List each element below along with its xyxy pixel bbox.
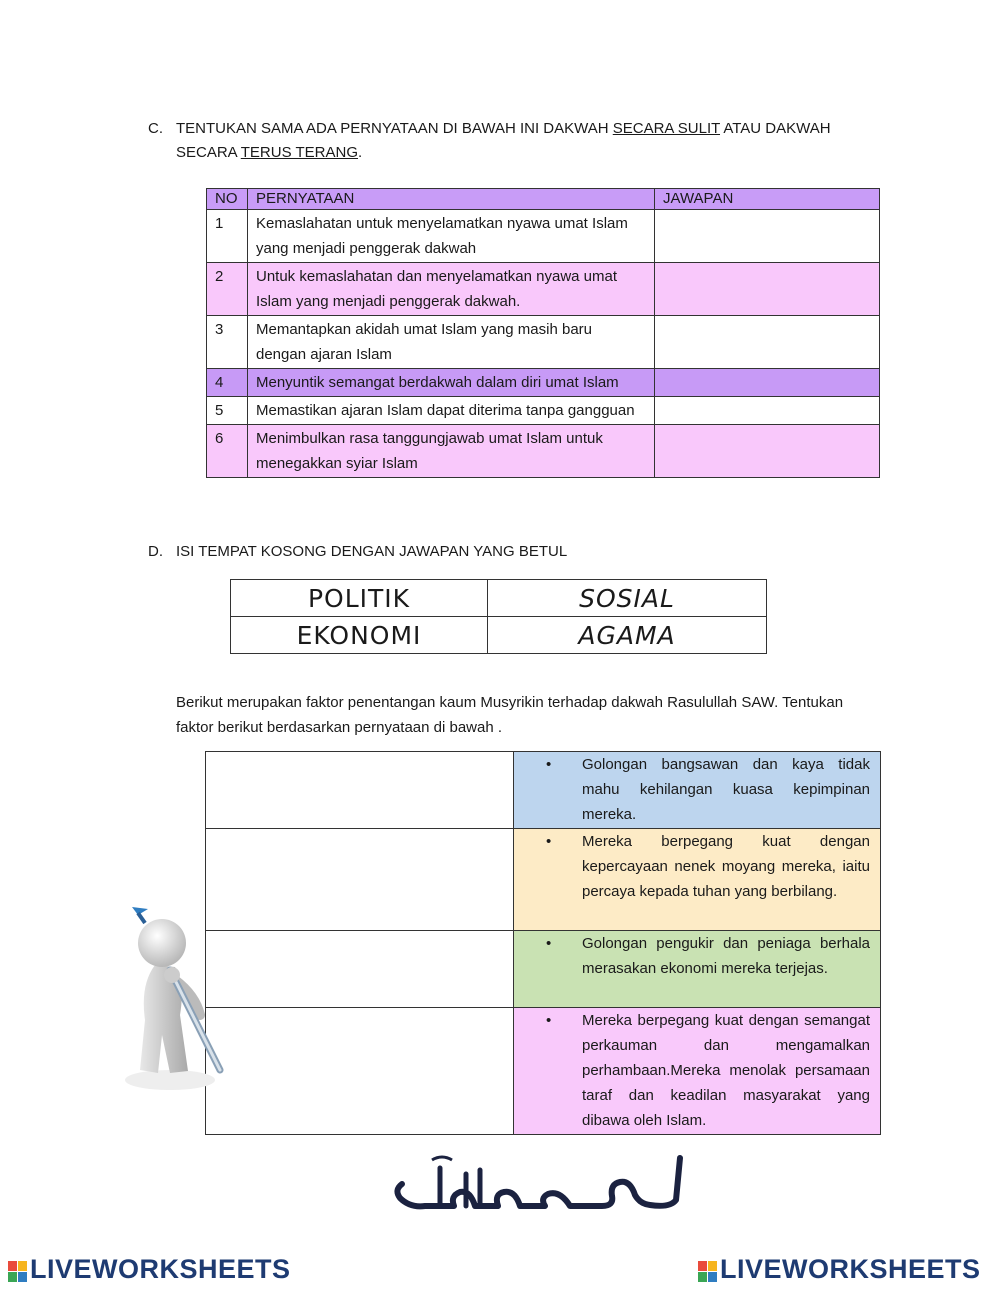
factor-description (514, 1008, 881, 1135)
word-agama: AGAMA (488, 617, 767, 654)
word-bank (230, 579, 767, 654)
answer-cell[interactable] (655, 263, 880, 316)
section-c-text-3: . (358, 144, 363, 161)
section-c-letter: C. (148, 120, 163, 137)
header-answer: JAWAPAN (655, 189, 880, 210)
section-d-heading (148, 543, 568, 560)
section-d-instruction: ISI TEMPAT KOSONG DENGAN JAWAPAN YANG BETUL (176, 543, 568, 560)
table-row (206, 752, 881, 829)
row-statement: Memastikan ajaran Islam dapat diterima tanpa gangguan (248, 397, 655, 425)
row-statement: Menimbulkan rasa tanggungjawab umat Islam untuk menegakkan syiar Islam (248, 425, 655, 478)
bullet: • (546, 833, 552, 850)
liveworksheets-mark-icon (8, 1259, 28, 1281)
answer-box[interactable] (206, 1008, 514, 1135)
liveworksheets-logo-left (8, 1254, 291, 1285)
description-text: Mereka berpegang kuat dengan semangat perkauman dan mengamalkan perhambaan.Mereka menolak persamaan taraf dan keadilan masyarakat yang dibawa oleh Islam. (582, 1012, 870, 1129)
calligraphy-icon (380, 1150, 700, 1220)
table-row (206, 1008, 881, 1135)
bullet: • (546, 756, 552, 773)
answer-cell[interactable] (655, 210, 880, 263)
word-bank-row (231, 580, 767, 617)
logo-text: LIVEWORKSHEETS (30, 1254, 291, 1284)
bullet: • (546, 1012, 552, 1029)
factor-description (514, 931, 881, 1008)
word-sosial: SOSIAL (488, 580, 767, 617)
word-bank-row (231, 617, 767, 654)
table-row (207, 263, 880, 316)
row-no: 4 (207, 369, 248, 397)
description-text: Golongan bangsawan dan kaya tidak mahu kehilangan kuasa kepimpinan mereka. (582, 756, 870, 823)
section-c-text-2: ATAU DAKWAH SECARA (176, 120, 831, 161)
table-row (207, 210, 880, 263)
table-header-row (207, 189, 880, 210)
row-no: 3 (207, 316, 248, 369)
section-c-text-1: TENTUKAN SAMA ADA PERNYATAAN DI BAWAH INI DAKWAH (176, 120, 613, 137)
table-row (207, 316, 880, 369)
factor-table (205, 751, 881, 1135)
row-statement: Menyuntik semangat berdakwah dalam diri umat Islam (248, 369, 655, 397)
row-statement: Untuk kemaslahatan dan menyelamatkan nyawa umat Islam yang menjadi penggerak dakwah. (248, 263, 655, 316)
answer-cell[interactable] (655, 316, 880, 369)
factor-description (514, 752, 881, 829)
row-no: 1 (207, 210, 248, 263)
statement-table (206, 188, 880, 478)
table-row (207, 397, 880, 425)
liveworksheets-logo-right (698, 1254, 981, 1285)
table-row (207, 369, 880, 397)
word-ekonomi: EKONOMI (231, 617, 488, 654)
answer-cell[interactable] (655, 425, 880, 478)
section-c-underline-1: SECARA SULIT (612, 120, 721, 137)
word-politik: POLITIK (231, 580, 488, 617)
description-text: Mereka berpegang kuat dengan kepercayaan nenek moyang mereka, iaitu percaya kepada tuhan yang berbilang. (582, 833, 870, 900)
table-row (206, 931, 881, 1008)
logo-text: LIVEWORKSHEETS (720, 1254, 981, 1284)
row-statement: Memantapkan akidah umat Islam yang masih baru dengan ajaran Islam (248, 316, 655, 369)
row-no: 5 (207, 397, 248, 425)
answer-cell[interactable] (655, 369, 880, 397)
factor-description (514, 829, 881, 931)
section-d-letter: D. (148, 543, 163, 560)
figure-with-pen-icon (100, 895, 240, 1095)
answer-box[interactable] (206, 752, 514, 829)
header-no: NO (207, 189, 248, 210)
answer-cell[interactable] (655, 397, 880, 425)
answer-box[interactable] (206, 931, 514, 1008)
intro-text: Berikut merupakan faktor penentangan kaum Musyrikin terhadap dakwah Rasulullah SAW. Tentukan faktor berikut berdasarkan pernyataan di bawah . (176, 694, 844, 736)
row-statement: Kemaslahatan untuk menyelamatkan nyawa umat Islam yang menjadi penggerak dakwah (248, 210, 655, 263)
description-text: Golongan pengukir dan peniaga berhala merasakan ekonomi mereka terjejas. (582, 935, 870, 977)
row-no: 6 (207, 425, 248, 478)
row-no: 2 (207, 263, 248, 316)
bullet: • (546, 935, 552, 952)
section-c-underline-2: TERUS TERANG (240, 144, 359, 161)
table-row (207, 425, 880, 478)
header-statement: PERNYATAAN (248, 189, 655, 210)
section-c-instruction (176, 117, 866, 165)
table-row (206, 829, 881, 931)
answer-box[interactable] (206, 829, 514, 931)
liveworksheets-mark-icon (698, 1259, 718, 1281)
